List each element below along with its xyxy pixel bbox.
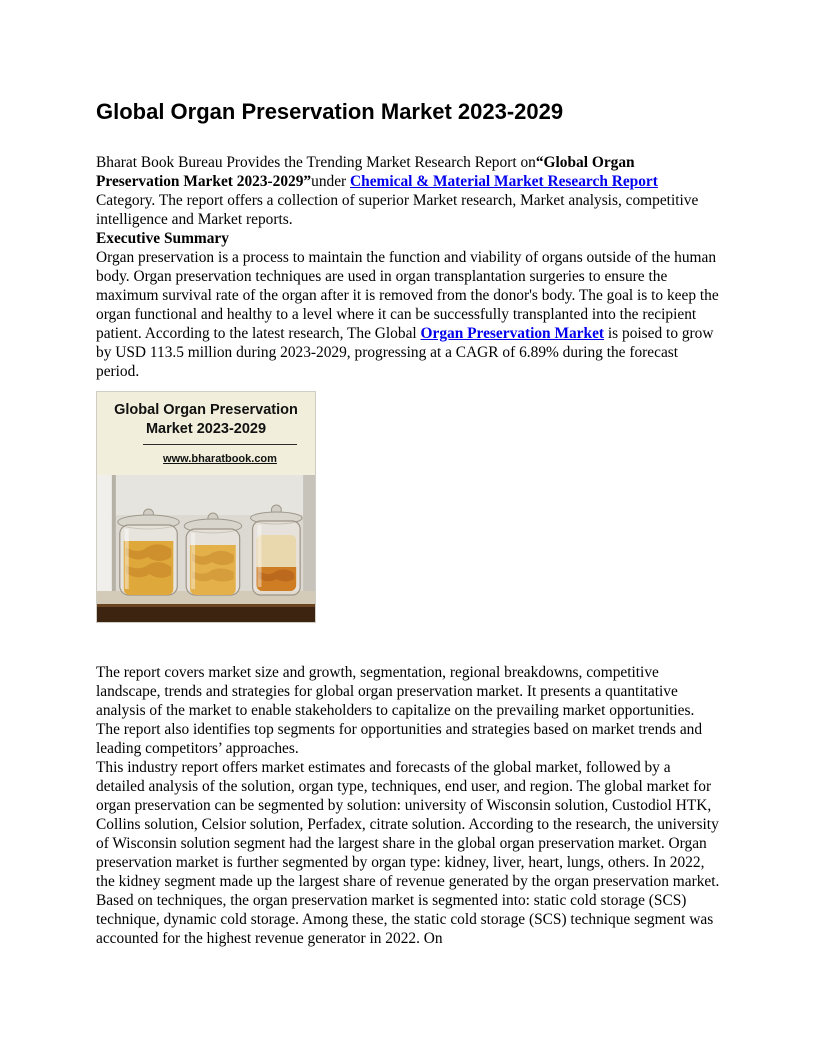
jar-right — [251, 505, 303, 595]
jar-middle — [184, 513, 241, 595]
intro-paragraph: Bharat Book Bureau Provides the Trending Market Research Report on“Global Organ Preservation Market 2023-2029”under Chemical & Material Market Research Report Category. The report offers a collection of superior Market research, Market analysis, competitive intelligence and Market reports. — [96, 154, 699, 228]
promo-card-divider — [143, 444, 297, 471]
promo-image-card — [96, 391, 316, 623]
promo-card-title: Global Organ Preservation Market 2023-2029 — [114, 402, 298, 437]
report-title-bold: “Global Organ Preservation Market 2023-2029” — [96, 154, 635, 190]
jar-left — [118, 509, 179, 595]
report-coverage-paragraph: The report covers market size and growth, segmentation, regional breakdowns, competitive landscape, trends and strategies for global organ preservation market. It presents a quantitative analysis of the market to enable stakeholders to capitalize on the prevailing market opportunities. The report also identifies top segments for opportunities and strategies based on market trends and leading competitors’ approaches. — [96, 664, 703, 757]
market-segmentation-paragraph: This industry report offers market estimates and forecasts of the global market, followed by a detailed analysis of the solution, organ type, techniques, end user, and region. The global market for organ preservation can be segmented by solution: university of Wisconsin solution, Custodiol HTK, Collins solution, Celsior solution, Perfadex, citrate solution. According to the research, the university of Wisconsin solution segment had the largest share in the global organ preservation market. Organ preservation market is further segmented by organ type: kidney, liver, heart, lungs, others. In 2022, the kidney segment made up the largest share of revenue generated by the organ preservation market. Based on techniques, the organ preservation market is segmented into: static cold storage (SCS) technique, dynamic cold storage. Among these, the static cold storage (SCS) technique segment was accounted for the highest revenue generator in 2022. On — [96, 759, 720, 947]
executive-summary-heading: Executive Summary — [96, 230, 229, 247]
organ-preservation-market-link[interactable]: Organ Preservation Market — [420, 325, 605, 342]
preserved-organs-jars-photo — [97, 475, 315, 622]
promo-card-header — [97, 392, 315, 475]
executive-summary-paragraph: Organ preservation is a process to maintain the function and viability of organs outside of the human body. Organ preservation techniques are used in organ transplantation surgeries to ensure the maximum survival rate of the organ after it is removed from the donor's body. The goal is to keep the organ functional and healthy to a level where it can be successfully transplanted into the recipient patient. According to the latest research, The Global Organ Preservation Market is poised to grow by USD 113.5 million during 2023-2029, progressing at a CAGR of 6.89% during the forecast period. — [96, 249, 719, 380]
chemical-material-category-link[interactable]: Chemical & Material Market Research Report — [350, 173, 658, 190]
promo-card-website: www.bharatbook.com — [163, 453, 277, 465]
page-title: Global Organ Preservation Market 2023-2029 — [96, 99, 564, 124]
